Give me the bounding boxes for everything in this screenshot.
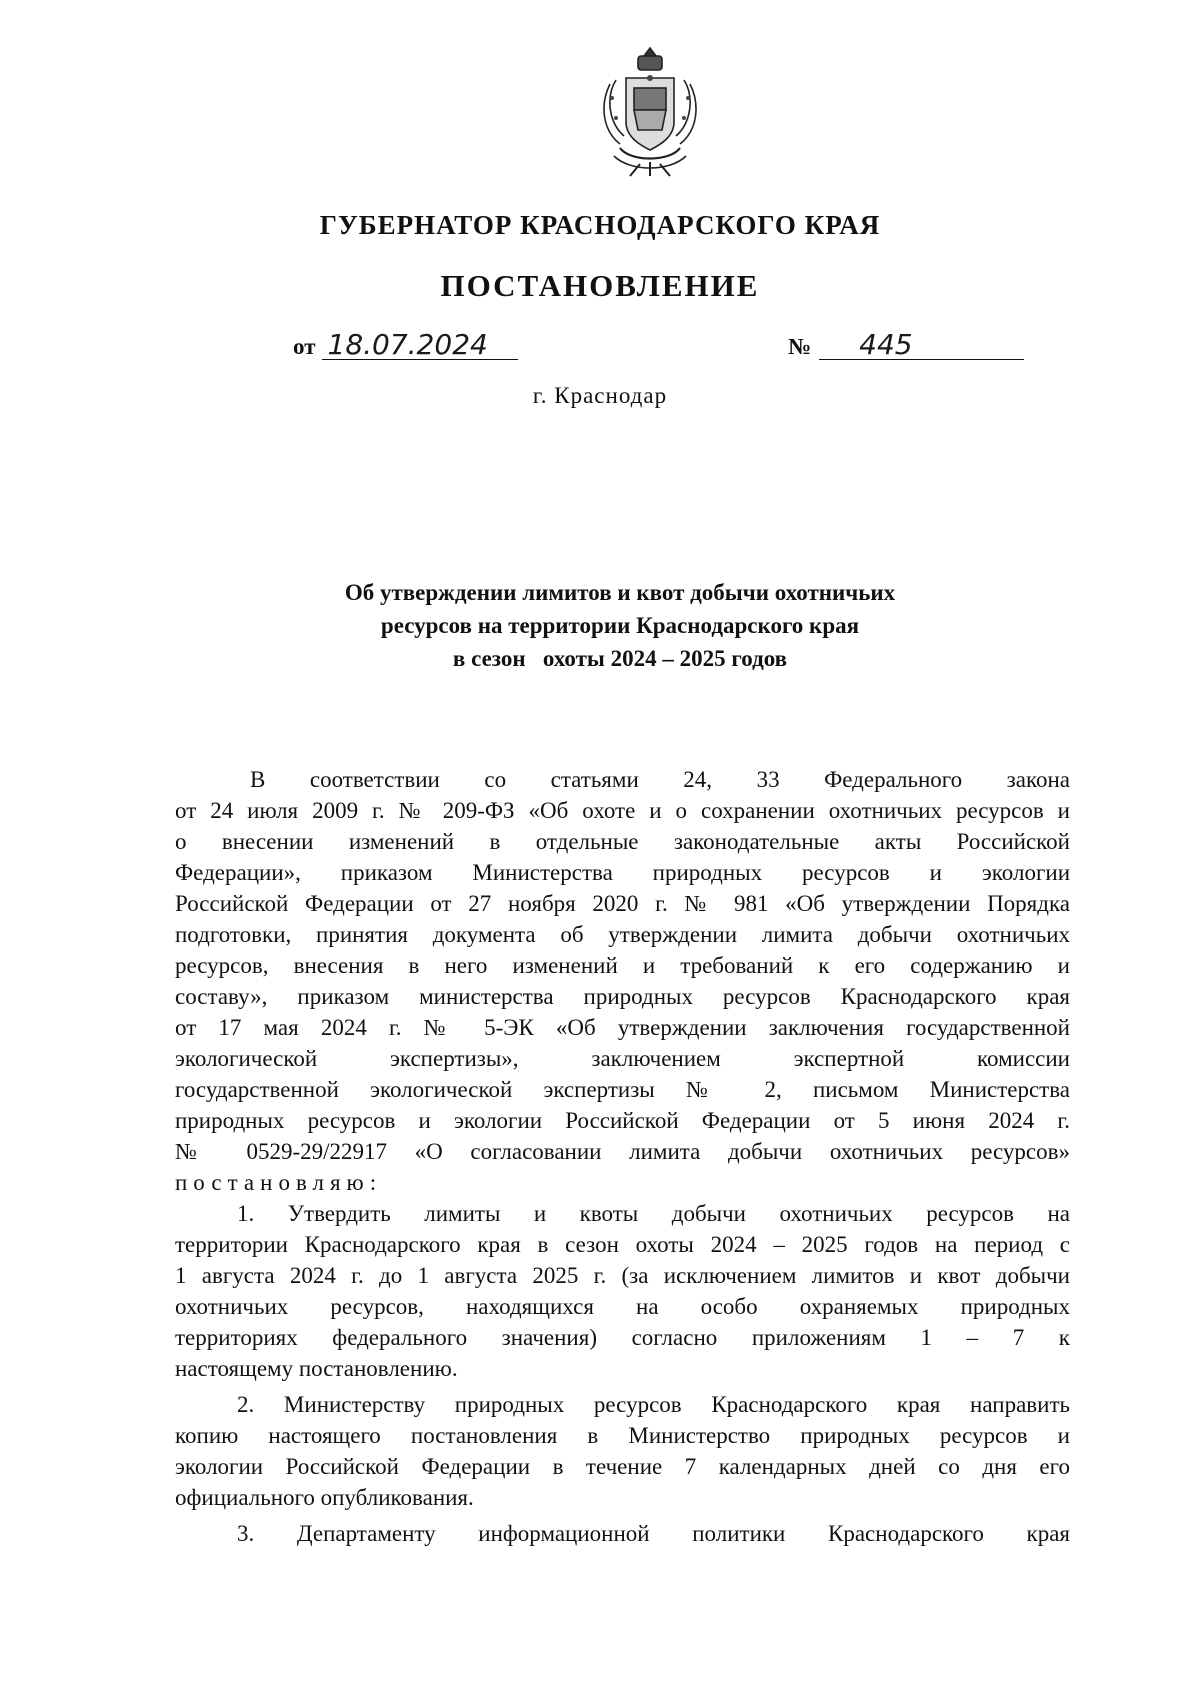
organization-heading: ГУБЕРНАТОР КРАСНОДАРСКОГО КРАЯ <box>319 210 881 240</box>
number-label: № <box>788 334 812 359</box>
title-line: ресурсов на территории Краснодарского края <box>380 613 860 638</box>
text-line: 2. Министерству природных ресурсов Краснодарского края направить <box>237 1392 1070 1417</box>
number-value: 445 <box>819 330 1024 360</box>
text-line: от 17 мая 2024 г. № 5-ЭК «Об утверждении заключения государственной <box>175 1015 1070 1040</box>
date-field <box>293 330 518 360</box>
title-line: Об утверждении лимитов и квот добычи охотничьих <box>344 580 896 605</box>
text-line: ресурсов, внесения в него изменений и требований к его содержанию и <box>175 953 1070 978</box>
text-line: охотничьих ресурсов, находящихся на особо охраняемых природных <box>175 1294 1070 1319</box>
text-line: копию настоящего постановления в Министерство природных ресурсов и <box>175 1423 1070 1448</box>
text-line: природных ресурсов и экологии Российской Федерации от 5 июня 2024 г. <box>175 1108 1070 1133</box>
text-line: территории Краснодарского края в сезон охоты 2024 – 2025 годов на период с <box>175 1232 1070 1257</box>
item-3-paragraph <box>175 1518 1070 1549</box>
text-line: В соответствии со статьями 24, 33 Федерального закона <box>250 767 1070 792</box>
title-line: в сезон охоты 2024 – 2025 годов <box>452 646 788 671</box>
text-line: 3. Департаменту информационной политики Краснодарского края <box>237 1521 1070 1546</box>
text-line: государственной экологической экспертизы № 2, письмом Министерства <box>175 1077 1070 1102</box>
city-label: г. Краснодар <box>532 383 668 408</box>
text-line: от 24 июля 2009 г. № 209-ФЗ «Об охоте и о сохранении охотничьих ресурсов и <box>175 798 1070 823</box>
text-line: подготовки, принятия документа об утверждении лимита добычи охотничьих <box>175 922 1070 947</box>
document-title <box>250 576 990 675</box>
text-line: экологии Российской Федерации в течение 7 календарных дней со дня его <box>175 1454 1070 1479</box>
text-line: Российской Федерации от 27 ноября 2020 г. № 981 «Об утверждении Порядка <box>175 891 1070 916</box>
text-line: о внесении изменений в отдельные законодательные акты Российской <box>175 829 1070 854</box>
text-line: настоящему постановлению. <box>175 1356 458 1381</box>
text-line: составу», приказом министерства природных ресурсов Краснодарского края <box>175 984 1070 1009</box>
text-line: № 0529-29/22917 «О согласовании лимита добычи охотничьих ресурсов» <box>175 1139 1070 1164</box>
item-2-paragraph <box>175 1389 1070 1513</box>
decree-word: постановляю: <box>175 1170 383 1195</box>
preamble-paragraph <box>175 764 1070 1198</box>
date-value: 18.07.2024 <box>322 330 518 360</box>
text-line: Федерации», приказом Министерства природных ресурсов и экологии <box>175 860 1070 885</box>
text-line: территориях федерального значения) согласно приложениям 1 – 7 к <box>175 1325 1070 1350</box>
coat-of-arms-icon <box>590 44 710 180</box>
text-line: 1 августа 2024 г. до 1 августа 2025 г. (за исключением лимитов и квот добычи <box>175 1263 1070 1288</box>
date-label: от <box>293 334 316 359</box>
item-1-paragraph <box>175 1198 1070 1384</box>
document-type-heading: ПОСТАНОВЛЕНИЕ <box>440 268 760 303</box>
text-line: официального опубликования. <box>175 1485 474 1510</box>
document-body <box>175 764 1070 1549</box>
number-field <box>788 330 1024 360</box>
text-line: 1. Утвердить лимиты и квоты добычи охотничьих ресурсов на <box>237 1201 1070 1226</box>
text-line: экологической экспертизы», заключением экспертной комиссии <box>175 1046 1070 1071</box>
